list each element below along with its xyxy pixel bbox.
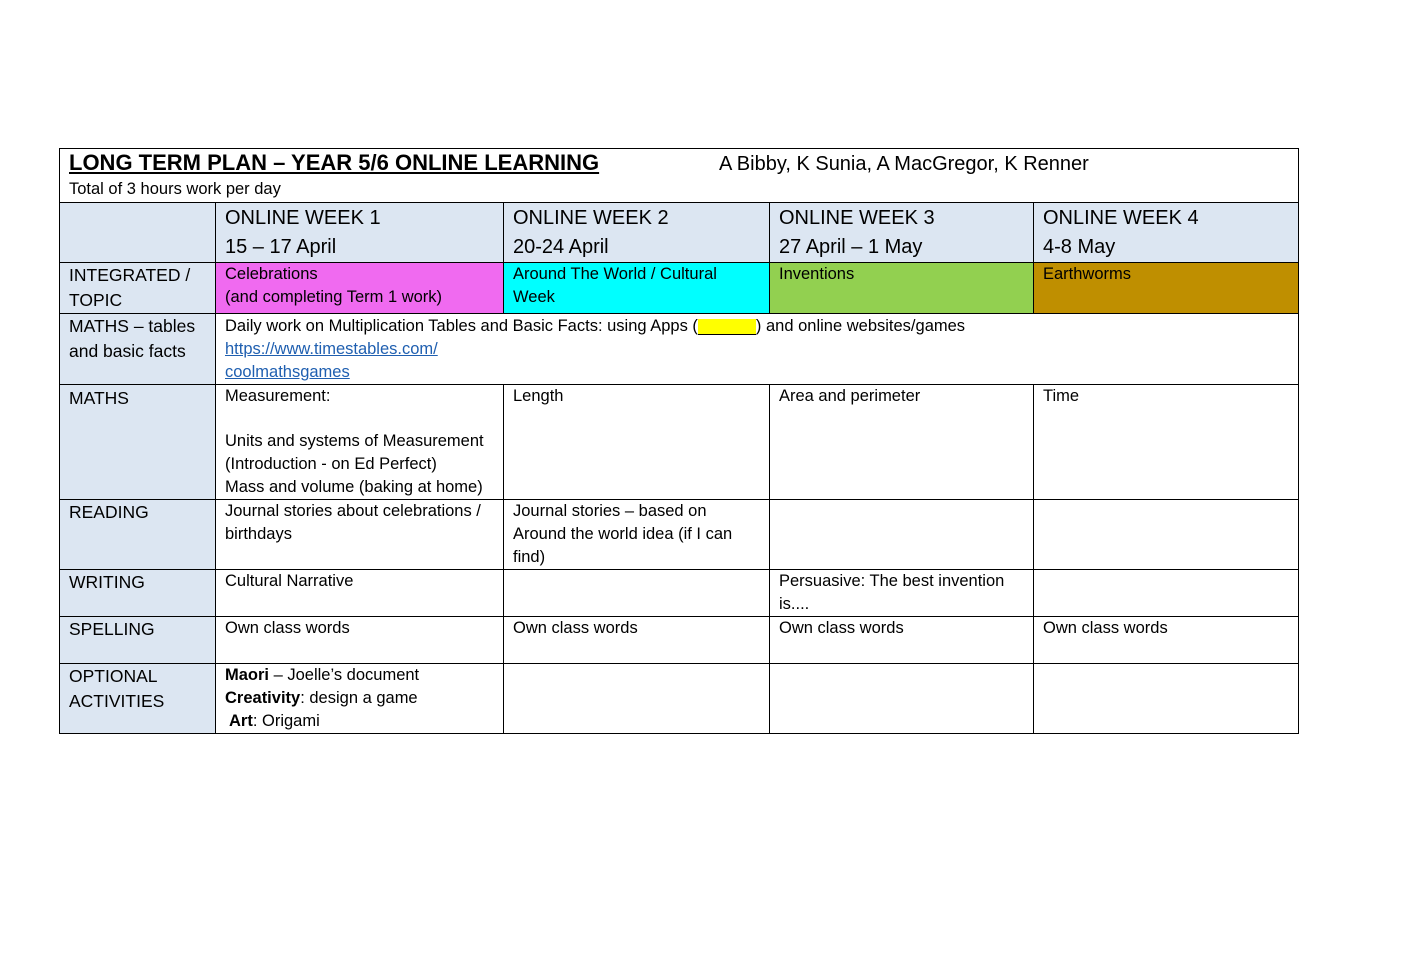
spelling-week4-cell: Own class words [1034,617,1299,664]
week-dates: 27 April – 1 May [779,236,923,258]
week-dates: 4-8 May [1043,236,1116,258]
maths-week1-cell: Measurement: Units and systems of Measurement (Introduction - on Ed Perfect) Mass and volume (baking at home) [216,385,504,500]
optional-week3-cell [770,664,1034,734]
title-cell [60,149,1299,203]
week-name: ONLINE WEEK 2 [513,207,669,229]
page-title: LONG TERM PLAN – YEAR 5/6 ONLINE LEARNING [69,150,600,175]
highlight-blank [698,319,756,335]
optional-week1-cell [216,664,504,734]
spelling-row [60,617,1299,664]
subtitle: Total of 3 hours work per day [69,180,281,198]
row-label: OPTIONAL ACTIVITIES [60,664,216,734]
topic-line: Week [513,288,555,306]
maths-tables-row [60,314,1299,385]
week-name: ONLINE WEEK 1 [225,207,381,229]
topic-cell [504,263,770,314]
topic-line: (and completing Term 1 work) [225,288,443,306]
writing-week3-cell: Persuasive: The best invention is.... [770,570,1034,617]
week-name: ONLINE WEEK 4 [1043,207,1199,229]
maths-row [60,385,1299,500]
writing-week2-cell [504,570,770,617]
maths-week4-cell: Time [1034,385,1299,500]
topic-cell [216,263,504,314]
spelling-week2-cell: Own class words [504,617,770,664]
topic-row [60,263,1299,314]
authors: A Bibby, K Sunia, A MacGregor, K Renner [719,153,1089,175]
reading-week4-cell [1034,500,1299,570]
row-label: MATHS – tables and basic facts [60,314,216,385]
week-name: ONLINE WEEK 3 [779,207,935,229]
topic-line: Around The World / Cultural [513,265,717,283]
week-header [770,203,1034,263]
reading-week1-cell: Journal stories about celebrations / birthdays [216,500,504,570]
long-term-plan [59,148,1298,734]
spelling-week1-cell: Own class words [216,617,504,664]
optional-week2-cell [504,664,770,734]
topic-line: Inventions [779,265,855,283]
week-dates: 20-24 April [513,236,609,258]
row-label: WRITING [60,570,216,617]
optional-item: Creativity: design a game [225,689,418,707]
week-dates: 15 – 17 April [225,236,337,258]
optional-row [60,664,1299,734]
maths-tables-cell [216,314,1299,385]
reading-week2-cell: Journal stories – based on Around the world idea (if I can find) [504,500,770,570]
reading-week3-cell [770,500,1034,570]
maths-week2-cell: Length [504,385,770,500]
optional-week4-cell [1034,664,1299,734]
topic-line: Earthworms [1043,265,1132,283]
plan-table [59,148,1299,734]
writing-week4-cell [1034,570,1299,617]
maths-tables-text: Daily work on Multiplication Tables and Basic Facts: using Apps ( ) and online websites/games [225,317,966,335]
row-label: SPELLING [60,617,216,664]
timestables-link[interactable]: https://www.timestables.com/ [225,340,438,358]
row-label: INTEGRATED / TOPIC [60,263,216,314]
corner-cell [60,203,216,263]
topic-line: Celebrations [225,265,318,283]
optional-item: Art: Origami [229,712,320,730]
row-label: MATHS [60,385,216,500]
writing-week1-cell: Cultural Narrative [216,570,504,617]
week-header [1034,203,1299,263]
maths-week3-cell: Area and perimeter [770,385,1034,500]
coolmathsgames-link[interactable]: coolmathsgames [225,363,350,381]
week-header [504,203,770,263]
week-header-row [60,203,1299,263]
writing-row [60,570,1299,617]
optional-item: Maori – Joelle’s document [225,666,420,684]
week-header [216,203,504,263]
title-row [60,149,1299,203]
spelling-week3-cell: Own class words [770,617,1034,664]
topic-cell [770,263,1034,314]
row-label: READING [60,500,216,570]
reading-row [60,500,1299,570]
topic-cell [1034,263,1299,314]
